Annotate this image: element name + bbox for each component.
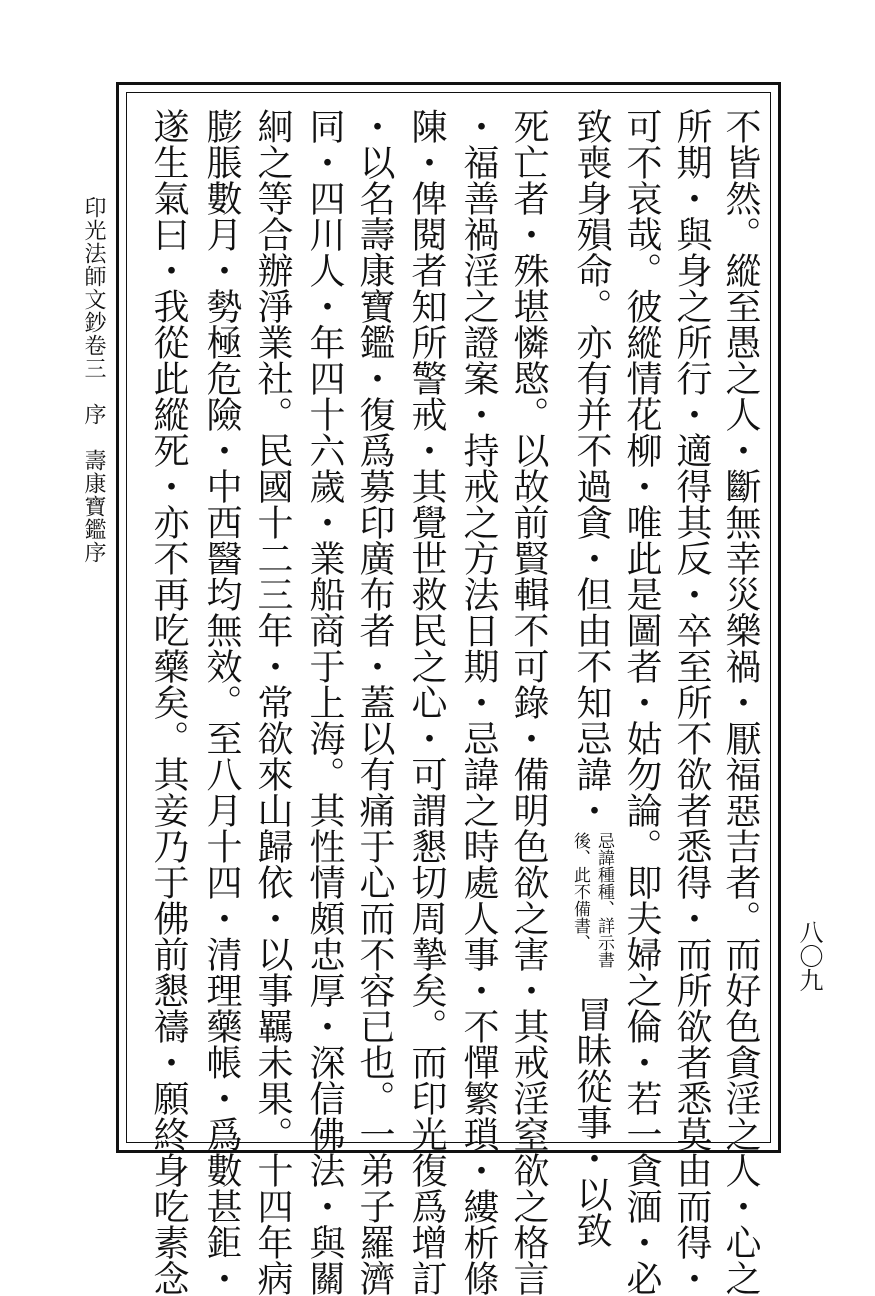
text-column: 絅之等合辦淨業社。民國十二三年・常欲來山歸依・以事羈未果。十四年病	[252, 108, 293, 1296]
text-column: 不皆然。縱至愚之人・斷無幸災樂禍・厭福惡吉者。而好色貪淫之人・心之	[720, 108, 761, 1296]
text-column-with-note	[552, 108, 616, 1248]
column-segment: 致喪身殞命。亦有并不過貪・但由不知忌諱・	[571, 108, 612, 828]
text-column: 膨脹數月・勢極危險・中西醫均無效。至八月十四・清理藥帳・爲數甚鉅・	[201, 108, 242, 1296]
margin-page-number: 八〇九	[795, 920, 823, 992]
text-column: 陳・俾閱者知所警戒・其覺世救民之心・可謂懇切周摯矣。而印光復爲增訂	[406, 108, 447, 1296]
text-column: ・福善禍淫之證案・持戒之方法日期・忌諱之時處人事・不憚繁瑣・縷析條	[458, 108, 499, 1296]
interlinear-note: 忌諱種種、詳示書後、此不備書、	[570, 832, 614, 968]
margin-book-title: 印光法師文鈔卷三 序 壽康寶鑑序	[81, 196, 106, 564]
text-column: 遂生氣曰・我從此縱死・亦不再吃藥矣。其妾乃于佛前懇禱・願終身吃素念	[148, 108, 189, 1296]
text-column: 同・四川人・年四十六歲・業船商于上海。其性情頗忠厚・深信佛法・與關	[304, 108, 345, 1296]
text-column: 所期・與身之所行・適得其反・卒至所不欲者悉得・而所欲者悉莫由而得・	[671, 108, 712, 1296]
text-column: 死亡者・殊堪憐愍。以故前賢輯不可錄・備明色欲之害・其戒淫窒欲之格言	[508, 108, 549, 1296]
column-segment: 冒昧從事・以致	[571, 996, 612, 1248]
text-column: ・以名壽康寶鑑・復爲募印廣布者・蓋以有痛于心而不容已也。一弟子羅濟	[354, 108, 395, 1296]
text-column: 可不哀哉。彼縱情花柳・唯此是圖者・姑勿論。即夫婦之倫・若一貪湎・必	[621, 108, 662, 1296]
